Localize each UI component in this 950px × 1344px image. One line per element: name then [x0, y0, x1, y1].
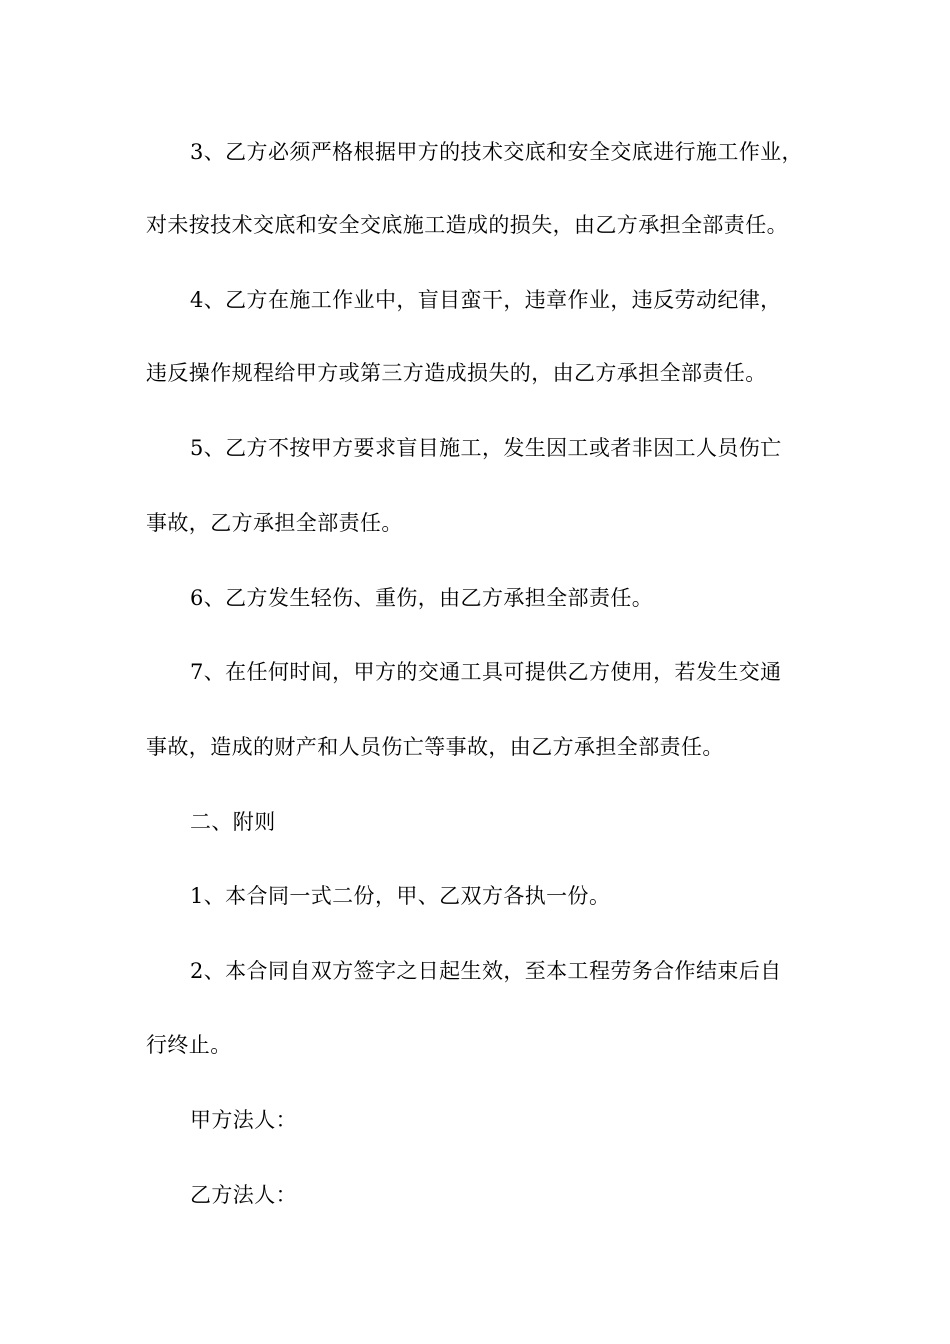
party-b-signature-label: 乙方法人： — [190, 1183, 297, 1207]
section-heading-appendix: 二、附则 — [190, 810, 276, 834]
clause-5-line-1: 5、乙方不按甲方要求盲目施工，发生因工或者非因工人员伤亡 — [190, 436, 782, 460]
clause-6-line: 6、乙方发生轻伤、重伤，由乙方承担全部责任。 — [190, 586, 654, 610]
clause-3-line-1: 3、乙方必须严格根据甲方的技术交底和安全交底进行施工作业， — [190, 140, 803, 164]
appendix-clause-2-line-1: 2、本合同自双方签字之日起生效，至本工程劳务合作结束后自 — [190, 959, 782, 983]
party-a-signature-label: 甲方法人： — [190, 1108, 297, 1132]
appendix-clause-2-line-2: 行终止。 — [146, 1033, 232, 1057]
clause-7-line-1: 7、在任何时间，甲方的交通工具可提供乙方使用，若发生交通 — [190, 660, 782, 684]
clause-3-line-2: 对未按技术交底和安全交底施工造成的损失，由乙方承担全部责任。 — [146, 213, 788, 237]
appendix-clause-1: 1、本合同一式二份，甲、乙双方各执一份。 — [190, 884, 611, 908]
clause-4-line-2: 违反操作规程给甲方或第三方造成损失的，由乙方承担全部责任。 — [146, 361, 767, 385]
clause-7-line-2: 事故，造成的财产和人员伤亡等事故，由乙方承担全部责任。 — [146, 735, 724, 759]
clause-4-line-1: 4、乙方在施工作业中，盲目蛮干，违章作业，违反劳动纪律， — [190, 288, 782, 312]
clause-5-line-2: 事故，乙方承担全部责任。 — [146, 511, 403, 535]
